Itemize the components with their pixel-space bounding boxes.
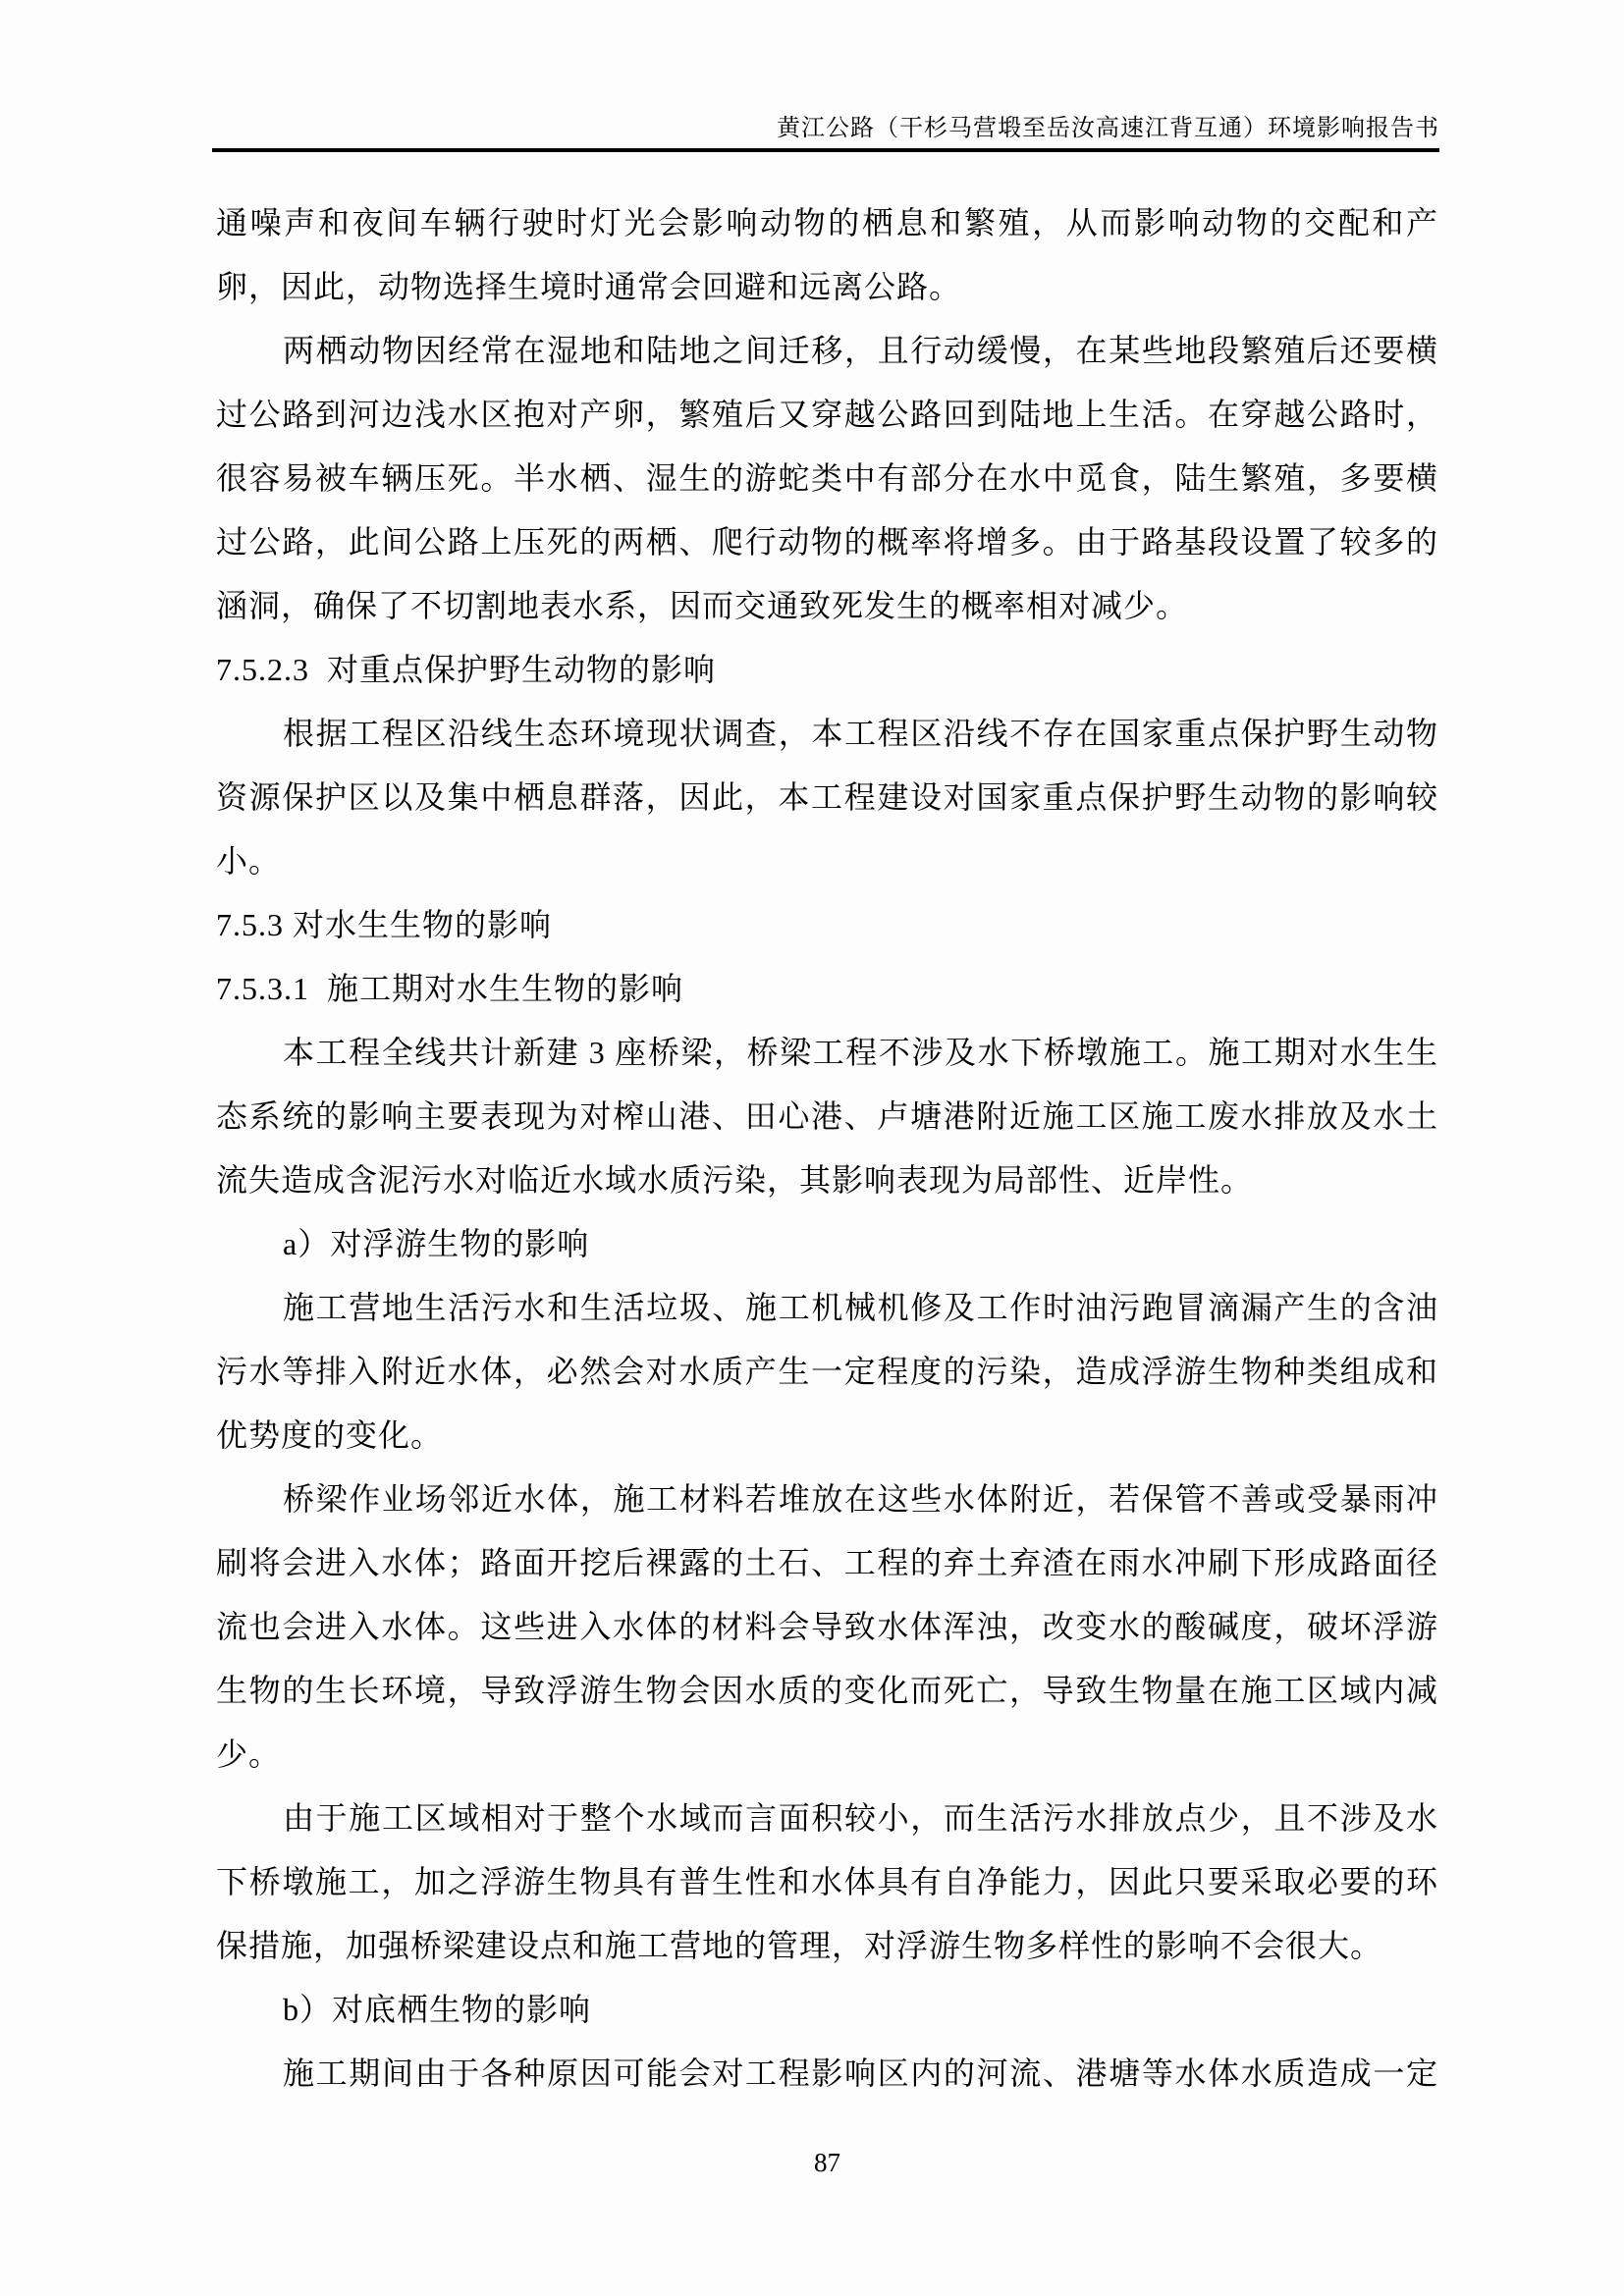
paragraph-line: 很容易被车辆压死。半水栖、湿生的游蛇类中有部分在水中觅食，陆生繁殖，多要横 [216,460,1438,496]
paragraph-line: 流失造成含泥污水对临近水域水质污染，其影响表现为局部性、近岸性。 [216,1162,1254,1198]
paragraph-line: 少。 [216,1736,282,1772]
paragraph-line: 由于施工区域相对于整个水域而言面积较小，而生活污水排放点少，且不涉及水 [283,1800,1438,1836]
paragraph-line: 污水等排入附近水体，必然会对水质产生一定程度的污染，造成浮游生物种类组成和 [216,1354,1438,1389]
paragraph-line: 根据工程区沿线生态环境现状调查，本工程区沿线不存在国家重点保护野生动物 [283,716,1438,751]
paragraph-line: 施工期间由于各种原因可能会对工程影响区内的河流、港塘等水体水质造成一定 [283,2056,1438,2091]
paragraph-line: 刷将会进入水体；路面开挖后裸露的土石、工程的弃土弃渣在雨水冲刷下形成路面径 [216,1545,1438,1580]
paragraph-line: 保措施，加强桥梁建设点和施工营地的管理，对浮游生物多样性的影响不会很大。 [216,1928,1383,1963]
paragraph-line: 卵，因此，动物选择生境时通常会回避和远离公路。 [216,269,962,304]
list-item-heading-b: b）对底栖生物的影响 [283,1992,592,2027]
paragraph-line: 态系统的影响主要表现为对榨山港、田心港、卢塘港附近施工区施工废水排放及水土 [216,1098,1438,1134]
paragraph-line: 过公路到河边浅水区抱对产卵，繁殖后又穿越公路回到陆地上生活。在穿越公路时， [216,397,1438,432]
page-number: 87 [814,2148,840,2177]
paragraph-line: 生物的生长环境，导致浮游生物会因水质的变化而死亡，导致生物量在施工区域内减 [216,1673,1438,1708]
paragraph-line: 桥梁作业场邻近水体，施工材料若堆放在这些水体附近，若保管不善或受暴雨冲 [283,1481,1438,1517]
section-heading-7-5-3-1: 7.5.3.1 施工期对水生生物的影响 [216,971,684,1006]
page-header-title: 黄江公路（干杉马营塅至岳汝高速江背互通）环境影响报告书 [777,116,1439,141]
paragraph-line: 本工程全线共计新建 3 座桥梁，桥梁工程不涉及水下桥墩施工。施工期对水生生 [283,1035,1438,1070]
paragraph-line: 流也会进入水体。这些进入水体的材料会导致水体浑浊，改变水的酸碱度，破坏浮游 [216,1609,1438,1644]
paragraph-line: 过公路，此间公路上压死的两栖、爬行动物的概率将增多。由于路基段设置了较多的 [216,524,1438,560]
paragraph-line: 下桥墩施工，加之浮游生物具有普生性和水体具有自净能力，因此只要采取必要的环 [216,1864,1438,1899]
paragraph-line: 施工营地生活污水和生活垃圾、施工机械机修及工作时油污跑冒滴漏产生的含油 [283,1290,1438,1325]
section-heading-7-5-2-3: 7.5.2.3 对重点保护野生动物的影响 [216,652,717,687]
header-divider-rule [212,148,1439,152]
paragraph-line: 优势度的变化。 [216,1417,444,1453]
document-body [216,191,1438,2106]
paragraph-line: 涵洞，确保了不切割地表水系，因而交通致死发生的概率相对减少。 [216,588,1189,623]
paragraph-line: 通噪声和夜间车辆行驶时灯光会影响动物的栖息和繁殖，从而影响动物的交配和产 [216,205,1438,240]
paragraph-line: 资源保护区以及集中栖息群落，因此，本工程建设对国家重点保护野生动物的影响较 [216,779,1438,815]
paragraph-line: 两栖动物因经常在湿地和陆地之间迁移，且行动缓慢，在某些地段繁殖后还要横 [283,333,1438,368]
list-item-heading-a: a）对浮游生物的影响 [283,1226,590,1261]
paragraph-line: 小。 [216,843,282,879]
section-heading-7-5-3: 7.5.3 对水生生物的影响 [216,907,553,942]
